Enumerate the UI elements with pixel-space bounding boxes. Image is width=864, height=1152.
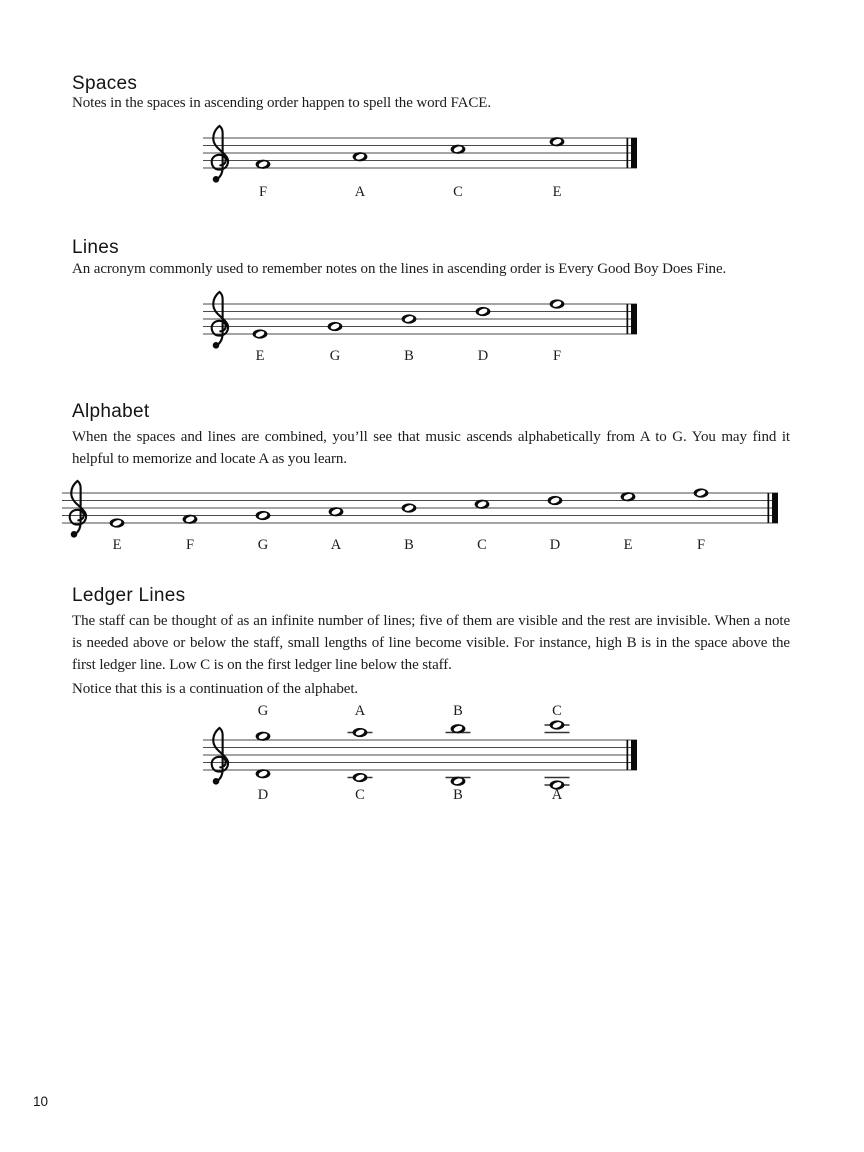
note-letter: C (453, 184, 463, 200)
note-letter: B (453, 703, 463, 719)
note-letter: G (329, 348, 341, 364)
page-number: 10 (33, 1094, 49, 1109)
whole-note (256, 511, 271, 520)
whole-note (353, 728, 368, 737)
whole-note (353, 152, 368, 161)
note-letter: C (552, 703, 562, 719)
section-heading-lines: Lines (72, 237, 119, 258)
whole-note (183, 515, 198, 524)
note-letter: A (354, 703, 366, 719)
note-letter: B (404, 537, 414, 553)
note-letter: F (258, 184, 268, 200)
final-barline-thick (631, 740, 637, 770)
whole-note (256, 769, 271, 778)
note-letter: C (477, 537, 487, 553)
whole-note (110, 518, 125, 527)
whole-note (475, 500, 490, 509)
final-barline-thin (627, 740, 629, 770)
whole-note (256, 160, 271, 169)
note-letter: D (477, 348, 489, 364)
whole-note (451, 777, 466, 786)
whole-note (550, 720, 565, 729)
whole-note (256, 732, 271, 741)
staff-lines (200, 284, 642, 376)
whole-note (402, 503, 417, 512)
whole-note (353, 773, 368, 782)
whole-note (402, 314, 417, 323)
treble-clef-icon (212, 126, 228, 183)
note-letter: G (257, 703, 269, 719)
note-letter: A (551, 787, 563, 803)
note-letter: C (355, 787, 365, 803)
staff-ledger-lines (200, 700, 642, 818)
treble-clef-icon (212, 728, 228, 785)
whole-note (694, 488, 709, 497)
whole-note (550, 299, 565, 308)
note-letter: A (330, 537, 342, 553)
final-barline-thick (772, 493, 778, 523)
note-letter: F (696, 537, 706, 553)
note-letter: A (354, 184, 366, 200)
note-letter: E (552, 184, 562, 200)
staff-spaces (200, 118, 642, 210)
whole-note (451, 724, 466, 733)
note-letter: D (257, 787, 269, 803)
note-letter: E (112, 537, 122, 553)
section-paragraph-ledger-lines: The staff can be thought of as an infinite number of lines; five of them are visible and the rest are invisible. When a note is needed above or below the staff, small lengths of line become visible. For instance, high B is in the space above the first ledger line. Low C is on the first ledger line below the staff. (72, 613, 790, 673)
whole-note (621, 492, 636, 501)
whole-note (476, 307, 491, 316)
treble-clef-icon (70, 481, 86, 538)
section-paragraph-spaces: Notes in the spaces in ascending order happen to spell the word FACE. (72, 95, 491, 111)
note-letter: F (552, 348, 562, 364)
note-letter: F (185, 537, 195, 553)
staff-alphabet (58, 473, 784, 565)
final-barline-thick (631, 138, 637, 168)
note-letter: B (453, 787, 463, 803)
section-paragraph-notice: Notice that this is a continuation of the alphabet. (72, 681, 359, 697)
section-paragraph-lines: An acronym commonly used to remember notes on the lines in ascending order is Every Good Boy Does Fine. (72, 261, 727, 277)
final-barline-thin (627, 304, 629, 334)
note-letter: G (257, 537, 269, 553)
treble-clef-icon (212, 292, 228, 349)
section-heading-spaces: Spaces (72, 73, 138, 94)
whole-note (451, 145, 466, 154)
note-letter: B (404, 348, 414, 364)
final-barline-thick (631, 304, 637, 334)
note-letter: D (549, 537, 561, 553)
section-heading-alphabet: Alphabet (72, 401, 150, 422)
whole-note (253, 329, 268, 338)
final-barline-thin (627, 138, 629, 168)
section-paragraph-alphabet: When the spaces and lines are combined, you’ll see that music ascends alphabetically from A to G. You may find it helpful to memorize and locate A as you learn. (72, 429, 790, 467)
note-letter: E (255, 348, 265, 364)
whole-note (550, 137, 565, 146)
note-letter: E (623, 537, 633, 553)
section-heading-ledger-lines: Ledger Lines (72, 585, 186, 606)
whole-note (329, 507, 344, 516)
whole-note (328, 322, 343, 331)
final-barline-thin (768, 493, 770, 523)
whole-note (548, 496, 563, 505)
